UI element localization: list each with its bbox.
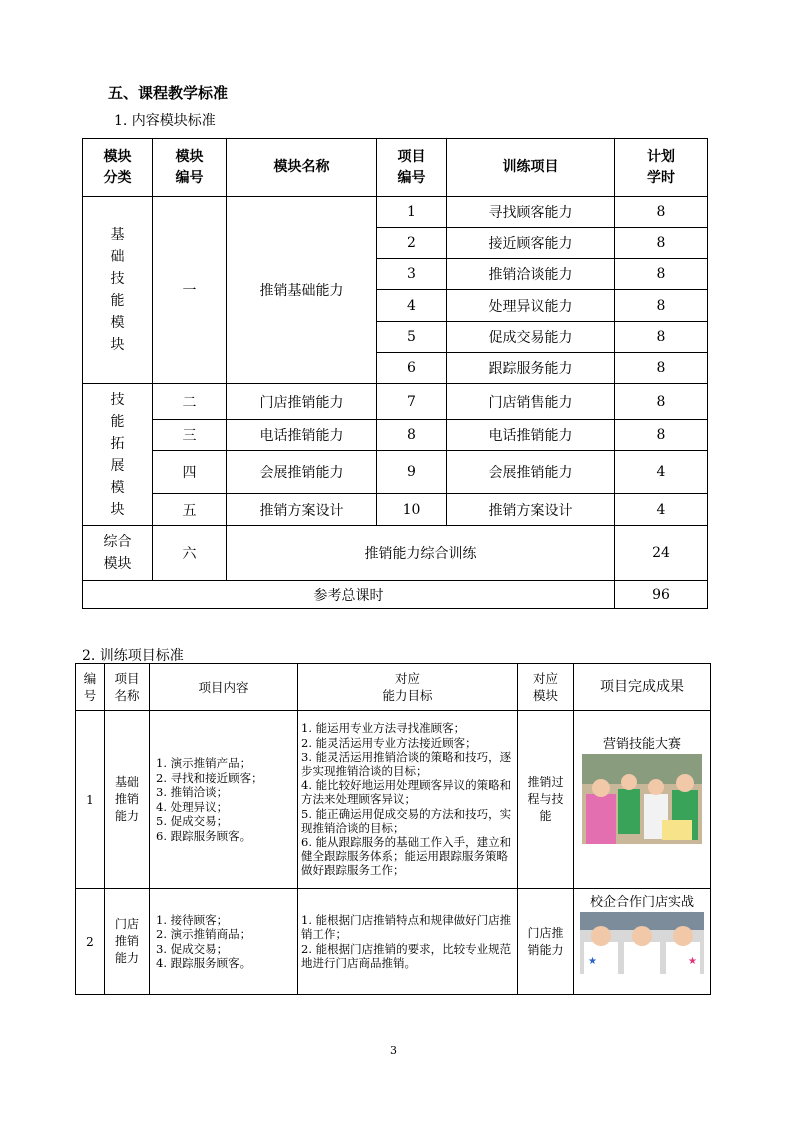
item-number: 7 [377,384,447,420]
module-name: 电话推销能力 [227,420,377,451]
module-number: 六 [153,526,227,581]
planned-hours: 24 [615,526,708,581]
table-row [83,384,708,420]
training-item: 处理异议能力 [447,290,615,322]
header-category: 模块 分类 [83,139,153,197]
table-row [83,197,708,228]
result-caption: 营销技能大赛 [602,737,681,752]
header-ability-goal: 对应 能力目标 [298,664,518,711]
item-number: 5 [377,322,447,353]
planned-hours: 8 [615,420,708,451]
row-project-content: 1. 演示推销产品； 2. 寻找和接近顾客； 3. 推销洽谈； 4. 处理异议； 5. 促成交易； 6. 跟踪服务顾客。 [150,711,298,889]
planned-hours: 8 [615,197,708,228]
item-number: 10 [377,494,447,526]
module-name: 会展推销能力 [227,451,377,494]
module-name: 推销方案设计 [227,494,377,526]
competition-photo [582,754,702,844]
module-number: 三 [153,420,227,451]
training-item: 门店销售能力 [447,384,615,420]
result-caption: 校企合作门店实战 [589,895,694,910]
page-number: 3 [390,1044,397,1057]
planned-hours: 8 [615,322,708,353]
header-project-name: 项目 名称 [105,664,150,711]
table-row [83,494,708,526]
planned-hours: 8 [615,259,708,290]
training-item: 接近顾客能力 [447,228,615,259]
subsection-training-items: 2. 训练项目标准 [82,648,184,664]
training-item: 电话推销能力 [447,420,615,451]
module-name: 门店推销能力 [227,384,377,420]
table-row [83,420,708,451]
module-number: 二 [153,384,227,420]
header-planned-hours: 计划 学时 [615,139,708,197]
training-item-table [75,663,711,995]
header-no: 编 号 [76,664,105,711]
header-project-content: 项目内容 [150,664,298,711]
row-project-name: 基础 推销 能力 [105,711,150,889]
total-label: 参考总课时 [83,581,615,609]
training-item: 寻找顾客能力 [447,197,615,228]
header-training-item: 训练项目 [447,139,615,197]
table-row [76,889,711,995]
row-project-content: 1. 接待顾客； 2. 演示推销商品； 3. 促成交易； 4. 跟踪服务顾客。 [150,889,298,995]
training-item: 推销方案设计 [447,494,615,526]
category-extended: 技 能 拓 展 模 块 [83,384,153,526]
header-module-name: 模块名称 [227,139,377,197]
item-number: 3 [377,259,447,290]
content-module-table [82,138,708,609]
planned-hours: 8 [615,228,708,259]
module-name: 推销能力综合训练 [227,526,615,581]
planned-hours: 8 [615,384,708,420]
row-ability-goal: 1. 能运用专业方法寻找准顾客； 2. 能灵活运用专业方法接近顾客； 3. 能灵活运用推销洽谈的策略和技巧，逐步实现推销洽谈的目标； 4. 能比较好地运用处理顾客异议的策略和方法来处理顾客异议； 5. 能正确运用促成交易的方法和技巧，实现推销洽谈的目标； 6. 能从跟踪服务的基础工作入手，建立和健全跟踪服务体系；能运用跟踪服务策略做好跟踪服务工作； [298,711,518,889]
training-item: 促成交易能力 [447,322,615,353]
row-no: 1 [76,711,105,889]
training-item: 会展推销能力 [447,451,615,494]
planned-hours: 4 [615,451,708,494]
category-integrated: 综合 模块 [83,526,153,581]
row-module: 推销过 程与技 能 [518,711,574,889]
item-number: 2 [377,228,447,259]
item-number: 8 [377,420,447,451]
module-name: 推销基础能力 [227,197,377,384]
table-row [83,526,708,581]
header-result: 项目完成成果 [574,664,711,711]
item-number: 4 [377,290,447,322]
section-title: 五、课程教学标准 [108,84,229,102]
row-ability-goal: 1. 能根据门店推销特点和规律做好门店推销工作； 2. 能根据门店推销的要求，比较专业规范地进行门店商品推销。 [298,889,518,995]
planned-hours: 8 [615,290,708,322]
row-project-name: 门店 推销 能力 [105,889,150,995]
training-item: 跟踪服务能力 [447,353,615,384]
module-number: 四 [153,451,227,494]
row-no: 2 [76,889,105,995]
table-row [83,451,708,494]
row-module: 门店推 销能力 [518,889,574,995]
subsection-content-modules: 1. 内容模块标准 [114,113,216,129]
store-practice-photo [580,912,704,974]
item-number: 6 [377,353,447,384]
row-result [574,711,711,889]
item-number: 9 [377,451,447,494]
header-module-number: 模块 编号 [153,139,227,197]
svg-text:★: ★ [588,956,597,967]
table-row [76,711,711,889]
category-basic: 基 础 技 能 模 块 [83,197,153,384]
header-module: 对应 模块 [518,664,574,711]
header-item-number: 项目 编号 [377,139,447,197]
total-hours: 96 [615,581,708,609]
planned-hours: 4 [615,494,708,526]
module-number: 五 [153,494,227,526]
item-number: 1 [377,197,447,228]
training-item: 推销洽谈能力 [447,259,615,290]
svg-text:★: ★ [688,956,697,967]
total-row [83,581,708,609]
row-result [574,889,711,995]
planned-hours: 8 [615,353,708,384]
module-number: 一 [153,197,227,384]
